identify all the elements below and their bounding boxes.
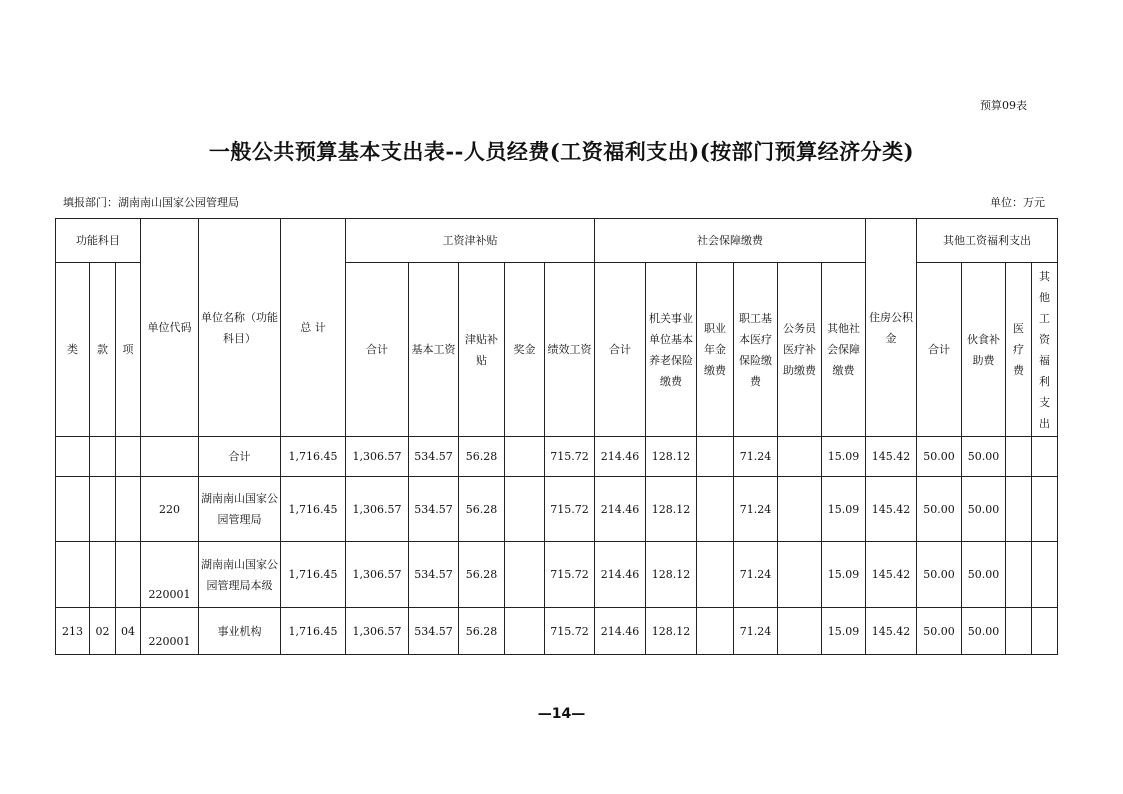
header-occupational-annuity: 职业年金缴费 [697, 263, 734, 437]
cell-unit-name: 湖南南山国家公园管理局本级 [199, 542, 281, 608]
cell-employee-medical: 71.24 [734, 608, 778, 655]
cell-occupational-annuity [697, 542, 734, 608]
cell-bonus [505, 437, 545, 477]
cell-kuan: 02 [90, 608, 116, 655]
cell-lei: 213 [56, 608, 90, 655]
cell-kuan [90, 542, 116, 608]
cell-basic-salary: 534.57 [409, 477, 459, 542]
page-title: 一般公共预算基本支出表--人员经费(工资福利支出)(按部门预算经济分类) [208, 139, 915, 164]
header-xiang: 项 [116, 263, 141, 437]
cell-civil-servant-medical [778, 608, 822, 655]
table-row [56, 542, 1058, 608]
cell-grand-total: 1,716.45 [281, 542, 346, 608]
header-meal-subsidy: 伙食补助费 [962, 263, 1006, 437]
cell-employee-medical: 71.24 [734, 542, 778, 608]
header-unit-name: 单位名称（功能科目） [199, 219, 281, 437]
cell-medical-fee [1006, 608, 1032, 655]
cell-kuan [90, 477, 116, 542]
cell-unit-code: 220001 [141, 542, 199, 608]
cell-employee-medical: 71.24 [734, 477, 778, 542]
cell-bonus [505, 608, 545, 655]
header-salary-total: 合计 [346, 263, 409, 437]
cell-grand-total: 1,716.45 [281, 437, 346, 477]
cell-housing-fund: 145.42 [866, 477, 917, 542]
cell-salary-total: 1,306.57 [346, 437, 409, 477]
cell-unit-code: 220 [141, 477, 199, 542]
cell-lei [56, 477, 90, 542]
cell-unit-name: 湖南南山国家公园管理局 [199, 477, 281, 542]
reporting-department: 填报部门：湖南南山国家公园管理局 [63, 196, 239, 209]
cell-salary-total: 1,306.57 [346, 477, 409, 542]
cell-basic-salary: 534.57 [409, 437, 459, 477]
header-civil-servant-medical: 公务员医疗补助缴费 [778, 263, 822, 437]
cell-allowance: 56.28 [459, 608, 505, 655]
cell-unit-name: 事业机构 [199, 608, 281, 655]
cell-lei [56, 542, 90, 608]
unit-label: 单位：万元 [990, 196, 1045, 209]
cell-other-social-security: 15.09 [822, 477, 866, 542]
header-social-security-group: 社会保障缴费 [595, 219, 866, 263]
cell-other-total: 50.00 [917, 437, 962, 477]
table-row [56, 477, 1058, 542]
cell-xiang: 04 [116, 608, 141, 655]
cell-other-total: 50.00 [917, 477, 962, 542]
header-unit-code: 单位代码 [141, 219, 199, 437]
cell-salary-total: 1,306.57 [346, 608, 409, 655]
cell-social-total: 214.46 [595, 542, 646, 608]
cell-civil-servant-medical [778, 542, 822, 608]
cell-medical-fee [1006, 437, 1032, 477]
cell-pension-insurance: 128.12 [646, 608, 697, 655]
cell-unit-name: 合计 [199, 437, 281, 477]
cell-other-welfare [1032, 608, 1058, 655]
cell-other-social-security: 15.09 [822, 542, 866, 608]
header-employee-medical: 职工基本医疗保险缴费 [734, 263, 778, 437]
page-number: —14— [537, 706, 586, 722]
budget-table [55, 218, 1058, 655]
cell-occupational-annuity [697, 437, 734, 477]
cell-housing-fund: 145.42 [866, 437, 917, 477]
cell-grand-total: 1,716.45 [281, 477, 346, 542]
cell-performance-pay: 715.72 [545, 477, 595, 542]
cell-pension-insurance: 128.12 [646, 542, 697, 608]
cell-unit-code [141, 437, 199, 477]
header-pension-insurance: 机关事业单位基本养老保险缴费 [646, 263, 697, 437]
header-kuan: 款 [90, 263, 116, 437]
header-other-total: 合计 [917, 263, 962, 437]
cell-other-total: 50.00 [917, 608, 962, 655]
header-bonus: 奖金 [505, 263, 545, 437]
cell-meal-subsidy: 50.00 [962, 608, 1006, 655]
header-other-welfare-group: 其他工资福利支出 [917, 219, 1058, 263]
header-other-welfare: 其他工资福利支出 [1032, 263, 1058, 437]
cell-xiang [116, 477, 141, 542]
table-row [56, 437, 1058, 477]
cell-employee-medical: 71.24 [734, 437, 778, 477]
cell-civil-servant-medical [778, 437, 822, 477]
cell-basic-salary: 534.57 [409, 608, 459, 655]
cell-pension-insurance: 128.12 [646, 477, 697, 542]
cell-meal-subsidy: 50.00 [962, 477, 1006, 542]
header-performance-pay: 绩效工资 [545, 263, 595, 437]
cell-performance-pay: 715.72 [545, 437, 595, 477]
cell-housing-fund: 145.42 [866, 608, 917, 655]
cell-basic-salary: 534.57 [409, 542, 459, 608]
cell-salary-total: 1,306.57 [346, 542, 409, 608]
cell-other-welfare [1032, 477, 1058, 542]
cell-other-total: 50.00 [917, 542, 962, 608]
header-lei: 类 [56, 263, 90, 437]
cell-other-social-security: 15.09 [822, 437, 866, 477]
cell-other-welfare [1032, 542, 1058, 608]
cell-occupational-annuity [697, 477, 734, 542]
table-row [56, 608, 1058, 655]
cell-performance-pay: 715.72 [545, 542, 595, 608]
cell-kuan [90, 437, 116, 477]
cell-allowance: 56.28 [459, 542, 505, 608]
cell-bonus [505, 477, 545, 542]
header-allowance: 津贴补贴 [459, 263, 505, 437]
cell-medical-fee [1006, 477, 1032, 542]
cell-meal-subsidy: 50.00 [962, 542, 1006, 608]
cell-other-welfare [1032, 437, 1058, 477]
cell-performance-pay: 715.72 [545, 608, 595, 655]
header-functional-subject: 功能科目 [56, 219, 141, 263]
cell-housing-fund: 145.42 [866, 542, 917, 608]
cell-social-total: 214.46 [595, 608, 646, 655]
cell-xiang [116, 437, 141, 477]
cell-other-social-security: 15.09 [822, 608, 866, 655]
cell-unit-code: 220001 [141, 608, 199, 655]
header-grand-total: 总 计 [281, 219, 346, 437]
table-number-tag: 预算09表 [980, 99, 1027, 112]
cell-civil-servant-medical [778, 477, 822, 542]
cell-allowance: 56.28 [459, 437, 505, 477]
cell-lei [56, 437, 90, 477]
header-salary-allowance-group: 工资津补贴 [346, 219, 595, 263]
cell-medical-fee [1006, 542, 1032, 608]
header-basic-salary: 基本工资 [409, 263, 459, 437]
header-medical-fee: 医疗费 [1006, 263, 1032, 437]
cell-occupational-annuity [697, 608, 734, 655]
cell-social-total: 214.46 [595, 477, 646, 542]
cell-bonus [505, 542, 545, 608]
header-other-social-security: 其他社会保障缴费 [822, 263, 866, 437]
cell-allowance: 56.28 [459, 477, 505, 542]
cell-xiang [116, 542, 141, 608]
header-housing-fund: 住房公积金 [866, 219, 917, 437]
cell-grand-total: 1,716.45 [281, 608, 346, 655]
cell-social-total: 214.46 [595, 437, 646, 477]
cell-pension-insurance: 128.12 [646, 437, 697, 477]
cell-meal-subsidy: 50.00 [962, 437, 1006, 477]
header-social-total: 合计 [595, 263, 646, 437]
